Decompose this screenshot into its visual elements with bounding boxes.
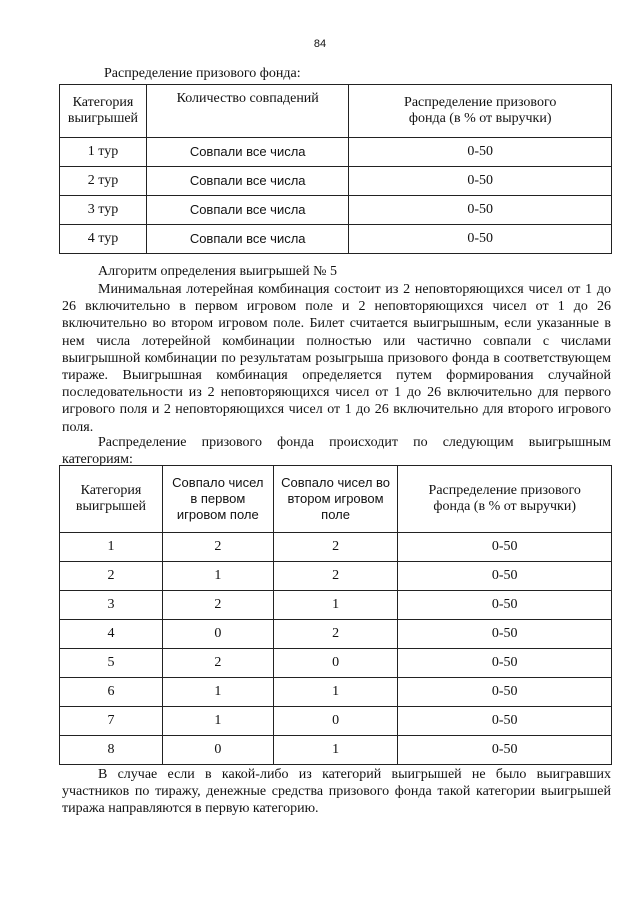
table-row xyxy=(60,707,612,736)
cell-second-field: 0 xyxy=(273,707,398,736)
cell-first-field: 0 xyxy=(162,620,273,649)
table-row xyxy=(60,591,612,620)
header-category: Категория выигрышей xyxy=(60,466,163,533)
cell-first-field: 1 xyxy=(162,562,273,591)
cell-distribution: 0-50 xyxy=(349,138,612,167)
cell-matches: Совпали все числа xyxy=(146,225,348,254)
cell-first-field: 1 xyxy=(162,707,273,736)
prize-table-1 xyxy=(59,84,612,254)
header-distribution: Распределение призового фонда (в % от выручки) xyxy=(349,85,612,138)
cell-distribution: 0-50 xyxy=(398,707,612,736)
header-matches: Количество совпадений xyxy=(146,85,348,138)
table-row xyxy=(60,167,612,196)
cell-category: 7 xyxy=(60,707,163,736)
cell-second-field: 1 xyxy=(273,591,398,620)
cell-distribution: 0-50 xyxy=(398,678,612,707)
table-row xyxy=(60,562,612,591)
paragraph-unclaimed: В случае если в какой-либо из категорий выигрышей не было выигравших участников по тиражу, денежные средства призового фонда такой категории выигрышей тиража направляются в первую категорию. xyxy=(62,767,611,817)
cell-first-field: 2 xyxy=(162,649,273,678)
cell-distribution: 0-50 xyxy=(398,649,612,678)
cell-matches: Совпали все числа xyxy=(146,196,348,225)
algorithm-title: Алгоритм определения выигрышей № 5 xyxy=(98,264,337,279)
cell-distribution: 0-50 xyxy=(349,196,612,225)
cell-category: 3 xyxy=(60,591,163,620)
cell-matches: Совпали все числа xyxy=(146,167,348,196)
cell-category: 4 тур xyxy=(60,225,147,254)
cell-distribution: 0-50 xyxy=(398,620,612,649)
cell-category: 1 xyxy=(60,533,163,562)
table1-caption: Распределение призового фонда: xyxy=(104,66,301,81)
cell-category: 2 xyxy=(60,562,163,591)
cell-second-field: 2 xyxy=(273,533,398,562)
table-row xyxy=(60,736,612,765)
cell-first-field: 0 xyxy=(162,736,273,765)
cell-category: 3 тур xyxy=(60,196,147,225)
table-header-row xyxy=(60,85,612,138)
table-row xyxy=(60,196,612,225)
cell-category: 4 xyxy=(60,620,163,649)
table-row xyxy=(60,533,612,562)
cell-matches: Совпали все числа xyxy=(146,138,348,167)
cell-distribution: 0-50 xyxy=(398,736,612,765)
table-row xyxy=(60,620,612,649)
header-first-field: Совпало чисел в первом игровом поле xyxy=(162,466,273,533)
cell-distribution: 0-50 xyxy=(398,591,612,620)
cell-category: 5 xyxy=(60,649,163,678)
cell-first-field: 2 xyxy=(162,533,273,562)
cell-distribution: 0-50 xyxy=(349,167,612,196)
cell-first-field: 2 xyxy=(162,591,273,620)
header-category: Категория выигрышей xyxy=(60,85,147,138)
cell-second-field: 2 xyxy=(273,562,398,591)
cell-second-field: 2 xyxy=(273,620,398,649)
table-row xyxy=(60,138,612,167)
cell-distribution: 0-50 xyxy=(349,225,612,254)
cell-second-field: 0 xyxy=(273,649,398,678)
table-row xyxy=(60,225,612,254)
prize-table-2 xyxy=(59,465,612,765)
header-second-field: Совпало чисел во втором игровом поле xyxy=(273,466,398,533)
table-row xyxy=(60,649,612,678)
header-distribution: Распределение призового фонда (в % от выручки) xyxy=(398,466,612,533)
paragraph-combination: Минимальная лотерейная комбинация состоит из 2 неповторяющихся чисел от 1 до 26 включительно в первом игровом поле и 2 неповторяющихся чисел от 1 до 26 включительно во втором игровом поле. Билет считается выигрышным, если указанные в нем числа лотерейной комбинации полностью или частично совпали с числами выигрышной комбинации по результатам розыгрыша призового фонда в соответствующем тираже. Выигрышная комбинация определяется путем формирования случайной последовательности из 2 неповторяющихся чисел от 1 до 26 включительно для первого игрового поля и 2 неповторяющихся чисел от 1 до 26 включительно для второго игрового поля. xyxy=(62,282,611,435)
paragraph-categories: Распределение призового фонда происходит по следующим выигрышным категориям: xyxy=(62,435,611,468)
table-row xyxy=(60,678,612,707)
cell-category: 2 тур xyxy=(60,167,147,196)
cell-second-field: 1 xyxy=(273,678,398,707)
cell-distribution: 0-50 xyxy=(398,533,612,562)
cell-category: 6 xyxy=(60,678,163,707)
cell-second-field: 1 xyxy=(273,736,398,765)
cell-distribution: 0-50 xyxy=(398,562,612,591)
cell-category: 8 xyxy=(60,736,163,765)
table-header-row xyxy=(60,466,612,533)
cell-category: 1 тур xyxy=(60,138,147,167)
page-number: 84 xyxy=(313,38,327,50)
cell-first-field: 1 xyxy=(162,678,273,707)
